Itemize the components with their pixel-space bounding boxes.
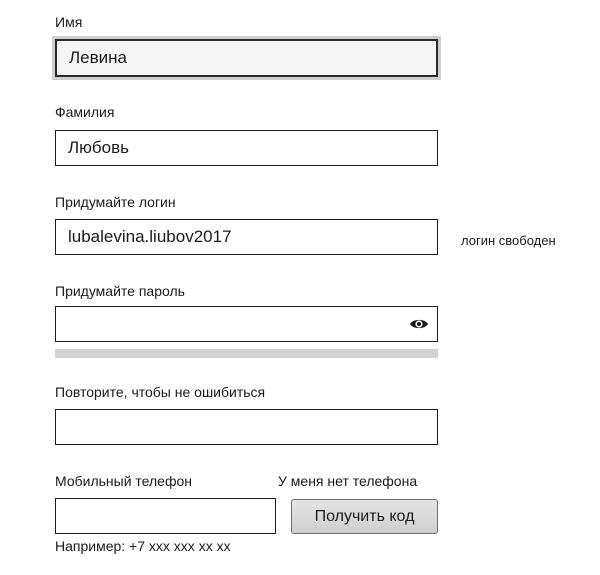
eye-icon[interactable] — [409, 316, 429, 332]
first-name-label: Имя — [55, 14, 83, 30]
get-code-button[interactable]: Получить код — [291, 499, 438, 534]
login-label: Придумайте логин — [55, 194, 176, 210]
last-name-label: Фамилия — [55, 104, 115, 120]
phone-label: Мобильный телефон — [55, 473, 192, 489]
password-repeat-label: Повторите, чтобы не ошибиться — [55, 384, 266, 400]
last-name-input[interactable] — [55, 130, 438, 166]
password-strength-bar — [55, 349, 438, 358]
no-phone-link[interactable]: У меня нет телефона — [278, 473, 418, 489]
phone-input[interactable] — [55, 498, 276, 534]
first-name-input[interactable] — [55, 39, 438, 77]
phone-example-hint: Например: +7 xxx xxx xx xx — [55, 538, 231, 554]
password-input[interactable] — [55, 306, 438, 342]
login-status: логин свободен — [461, 233, 556, 248]
password-label: Придумайте пароль — [55, 283, 185, 299]
password-repeat-input[interactable] — [55, 409, 438, 445]
login-input[interactable] — [55, 219, 438, 255]
